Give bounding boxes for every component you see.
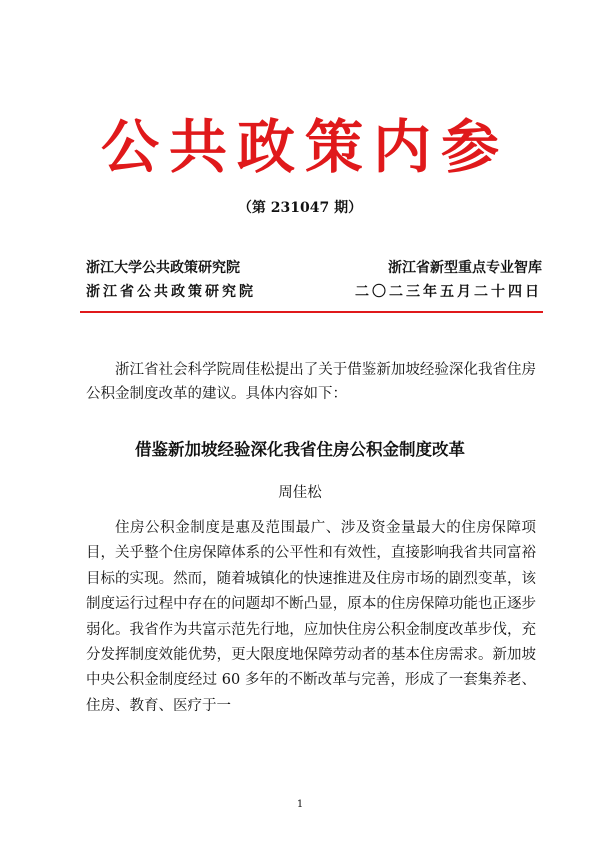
article-author: 周佳松 bbox=[278, 485, 322, 501]
body-paragraph: 住房公积金制度是惠及范围最广、涉及资金量最大的住房保障项目，关乎整个住房保障体系的公平性和有效性，直接影响我省共同富裕目标的实现。然而，随着城镇化的快速推进及住房市场的剧烈变革，该制度运行过程中存在的问题却不断凸显，原本的住房保障功能也正逐步弱化。我省作为共富示范先行地，应加快住房公积金制度改革步伐，充分发挥制度效能优势，更大限度地保障劳动者的基本住房需求。新加坡中央公积金制度经过 60 多年的不断改革与完善，形成了一套集养老、住房、教育、医疗于一 bbox=[86, 520, 536, 714]
article-title: 借鉴新加坡经验深化我省住房公积金制度改革 bbox=[135, 440, 465, 459]
masthead-title: 公共政策内参 bbox=[100, 113, 509, 181]
publisher-name-primary: 浙江大学公共政策研究院 bbox=[86, 260, 240, 276]
header-divider bbox=[80, 311, 543, 313]
intro-paragraph: 浙江省社会科学院周佳松提出了关于借鉴新加坡经验深化我省住房公积金制度改革的建议。具体内容如下： bbox=[86, 362, 536, 402]
publish-date: 二〇二三年五月二十四日 bbox=[355, 284, 542, 300]
think-tank-name: 浙江省新型重点专业智库 bbox=[388, 260, 542, 276]
publisher-row-1 bbox=[86, 258, 542, 278]
publisher-row-2 bbox=[86, 282, 542, 302]
page-number: 1 bbox=[296, 799, 304, 810]
issue-number: （第 231047 期） bbox=[237, 200, 363, 216]
publisher-name-secondary: 浙江省公共政策研究院 bbox=[86, 284, 256, 300]
